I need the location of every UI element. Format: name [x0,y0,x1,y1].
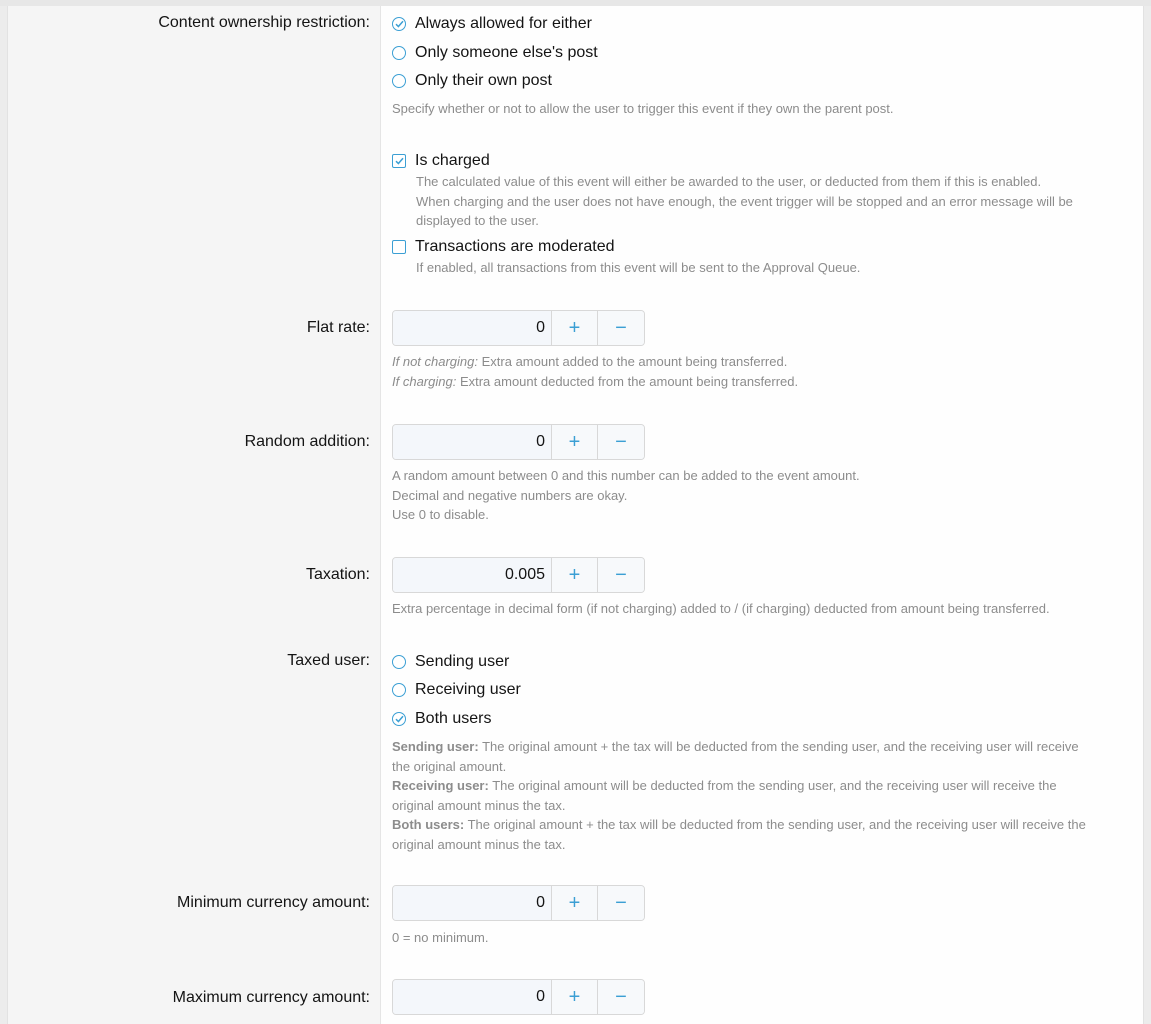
is-charged-hint [416,172,1073,231]
max-amount-label: Maximum currency amount: [172,989,370,1006]
taxed-user-option-both[interactable] [392,708,491,730]
panel-right-edge [1143,0,1151,1024]
hint-line: the original amount. [392,758,507,774]
checkbox-checked-icon[interactable] [392,154,406,168]
increment-button[interactable]: + [552,886,598,920]
hint-line: If charging: Extra amount deducted from the amount being transferred. [392,373,799,389]
random-addition-label: Random addition: [244,433,370,450]
taxation-label: Taxation: [305,566,370,583]
label-column [8,0,381,1024]
min-amount-label: Minimum currency amount: [177,894,370,911]
taxation-input[interactable] [393,558,552,592]
moderated-hint: If enabled, all transactions from this event will be sent to the Approval Queue. [416,260,861,275]
hint-line: Both users: The original amount + the tax will be deducted from the sending user, and the receiving user will receive the [392,817,1086,832]
is-charged-checkbox[interactable] [392,150,490,172]
is-charged-label: Is charged [415,152,490,169]
radio-empty-icon[interactable] [392,683,406,697]
hint-line: Receiving user: The original amount will be deducted from the sending user, and the receiving user will receive the [392,778,1057,793]
ownership-option-label: Only someone else's post [415,44,598,61]
hint-line: When charging and the user does not have enough, the event trigger will be stopped and an error message will be [416,193,1073,209]
hint-line: The calculated value of this event will either be awarded to the user, or deducted from them if this is enabled. [416,174,1042,189]
radio-empty-icon[interactable] [392,655,406,669]
random-addition-input[interactable] [393,425,552,459]
hint-line: A random amount between 0 and this number can be added to the event amount. [392,468,860,483]
decrement-button[interactable]: − [598,558,644,592]
panel-top-edge [0,0,1151,6]
min-amount-stepper [392,885,645,921]
ownership-option-either[interactable] [392,13,592,35]
hint-line: displayed to the user. [416,213,539,228]
radio-empty-icon[interactable] [392,74,406,88]
decrement-button[interactable]: − [598,311,644,345]
taxation-hint: Extra percentage in decimal form (if not charging) added to / (if charging) deducted from amount being transferred. [392,601,1050,616]
increment-button[interactable]: + [552,425,598,459]
random-addition-hint [392,466,860,525]
taxed-user-option-label: Sending user [415,653,510,670]
flat-rate-input[interactable] [393,311,552,345]
panel-left-edge [0,0,8,1024]
hint-line: original amount minus the tax. [392,836,566,852]
decrement-button[interactable]: − [598,980,644,1014]
hint-line: original amount minus the tax. [392,797,566,813]
hint-line: Use 0 to disable. [392,507,489,522]
moderated-label: Transactions are moderated [415,238,615,255]
radio-empty-icon[interactable] [392,46,406,60]
increment-button[interactable]: + [552,980,598,1014]
decrement-button[interactable]: − [598,425,644,459]
taxed-user-option-receiving[interactable] [392,679,521,701]
min-amount-input[interactable] [393,886,552,920]
ownership-option-label: Only their own post [415,72,552,89]
random-addition-stepper [392,424,645,460]
checkbox-empty-icon[interactable] [392,240,406,254]
taxed-user-option-label: Both users [415,710,492,727]
radio-checked-icon[interactable] [392,712,406,726]
ownership-option-someone-else[interactable] [392,42,598,64]
min-amount-hint: 0 = no minimum. [392,930,489,945]
hint-line: Decimal and negative numbers are okay. [392,487,628,503]
taxed-user-label: Taxed user: [287,652,370,669]
taxed-user-hint [392,737,1086,854]
flat-rate-label: Flat rate: [306,319,370,336]
increment-button[interactable]: + [552,558,598,592]
ownership-hint: Specify whether or not to allow the user to trigger this event if they own the parent post. [392,101,894,116]
ownership-option-own[interactable] [392,70,552,92]
taxation-stepper [392,557,645,593]
taxed-user-option-label: Receiving user [415,681,521,698]
max-amount-input[interactable] [393,980,552,1014]
hint-line: Sending user: The original amount + the tax will be deducted from the sending user, and the receiving user will receive [392,739,1079,754]
taxed-user-option-sending[interactable] [392,651,509,673]
radio-checked-icon[interactable] [392,17,406,31]
flat-rate-stepper [392,310,645,346]
decrement-button[interactable]: − [598,886,644,920]
hint-line: If not charging: Extra amount added to the amount being transferred. [392,354,788,369]
ownership-label: Content ownership restriction: [158,14,370,31]
flat-rate-hint [392,352,798,391]
max-amount-stepper [392,979,645,1015]
increment-button[interactable]: + [552,311,598,345]
moderated-checkbox[interactable] [392,236,615,258]
ownership-option-label: Always allowed for either [415,15,592,32]
